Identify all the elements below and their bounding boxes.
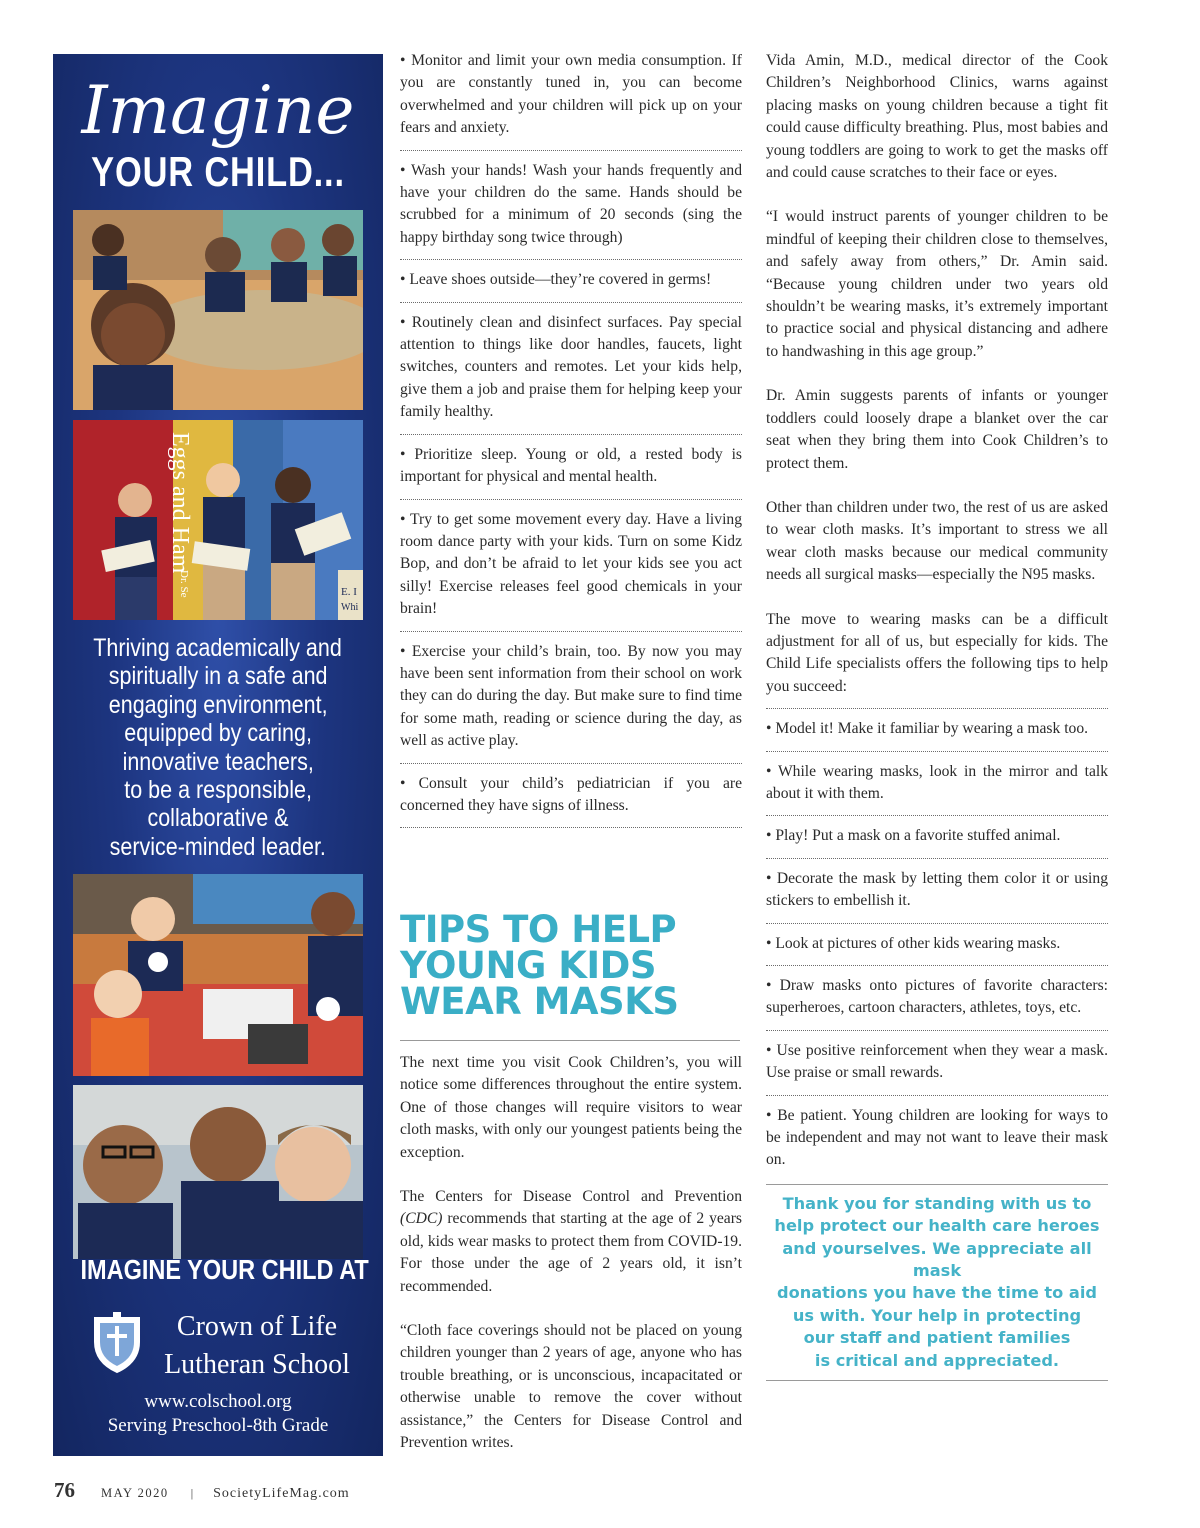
thanks-line: us with. Your help in protecting — [792, 1305, 1082, 1325]
dotted-divider — [400, 763, 742, 764]
ad-script-title: Imagine — [81, 72, 355, 149]
dotted-divider — [400, 827, 742, 828]
ad-body-text — [63, 634, 373, 861]
tip-item: • Try to get some movement every day. Have a living room dance party with your kids. Turn on some Kidz Bop, and don’t be afraid to let your kids see you act silly! Exercise releases feel good chemicals in your brain! — [400, 510, 742, 618]
school-name — [145, 1308, 369, 1384]
ad-photo-classroom — [73, 210, 363, 410]
ad-cta-text: IMAGINE YOUR CHILD AT — [80, 1254, 369, 1285]
ad-body-line: to be a responsible, — [124, 776, 312, 805]
tip-item: • Prioritize sleep. Young or old, a rested body is important for physical and mental health. — [400, 445, 742, 486]
issue-date: MAY 2020 — [101, 1486, 169, 1500]
ad-body-line: spiritually in a safe and — [108, 662, 328, 691]
page-footer — [54, 1478, 350, 1508]
tip-item: • Routinely clean and disinfect surfaces. Pay special attention to things like door handles, faucets, light switches, counters and remotes. Let your kids help, give them a job and praise them for helping keep your family healthy. — [400, 313, 742, 421]
mask-tip-item: • Look at pictures of other kids wearing masks. — [766, 934, 1061, 952]
ad-body-line: collaborative & — [147, 804, 289, 833]
thanks-line: our staff and patient families — [803, 1328, 1071, 1348]
dotted-divider — [400, 631, 742, 632]
cdc-text-before: The Centers for Disease Control and Prevention — [400, 1188, 742, 1206]
school-website[interactable]: www.colschool.org — [144, 1391, 292, 1412]
book-cover-text: E. I — [341, 586, 357, 598]
tip-item: • Leave shoes outside—they’re covered in germs! — [400, 271, 712, 289]
mask-tip-item: • Model it! Make it familiar by wearing a mask too. — [766, 720, 1089, 738]
masks-article-continued — [766, 50, 1108, 1381]
school-name-line2: Lutheran School — [164, 1349, 350, 1380]
dotted-divider — [766, 1030, 1108, 1031]
masks-article-start — [400, 1052, 742, 1455]
school-grades: Serving Preschool-8th Grade — [107, 1415, 329, 1436]
ad-photo-reading — [73, 420, 363, 620]
article-paragraph: Dr. Amin suggests parents of infants or younger toddlers could loosely drape a blanket over the car seat when they bring them into Cook Children’s to protect them. — [766, 387, 1108, 472]
school-crest-icon — [91, 1312, 143, 1374]
ad-call-to-action — [53, 1254, 383, 1286]
school-info — [53, 1390, 383, 1438]
ad-photo-students — [73, 1085, 363, 1259]
mask-tip-item: • Draw masks onto pictures of favorite characters: superheroes, cartoon characters, athletes, toys, etc. — [766, 977, 1108, 1017]
thank-you-callout — [766, 1185, 1108, 1380]
article-paragraph: The next time you visit Cook Children’s, you will notice some differences throughout the entire system. One of those changes will require visitors to wear cloth masks, with only our youngest patients being the exception. — [400, 1054, 742, 1161]
thanks-line: and yourselves. We appreciate all mask — [782, 1238, 1092, 1281]
book-cover-text-2: Whi — [341, 602, 359, 613]
dotted-divider — [400, 259, 742, 260]
dotted-divider — [766, 815, 1108, 816]
cdc-abbreviation: (CDC) — [400, 1210, 443, 1228]
dotted-divider — [400, 150, 742, 151]
dotted-divider — [766, 858, 1108, 859]
ad-body-line: engaging environment, — [108, 690, 328, 719]
dotted-divider — [766, 965, 1108, 966]
ad-body-line: equipped by caring, — [124, 719, 312, 748]
callout-rule-bottom — [766, 1380, 1108, 1381]
book-spine-title: Eggs and Ham — [167, 432, 193, 574]
school-name-line1: Crown of Life — [176, 1311, 338, 1342]
ad-headline: YOUR CHILD... — [91, 148, 345, 195]
school-advertisement — [53, 54, 383, 1456]
footer-separator: | — [190, 1486, 194, 1500]
thanks-line: is critical and appreciated. — [814, 1350, 1060, 1370]
mask-tip-item: • Use positive reinforcement when they wear a mask. Use praise or small rewards. — [766, 1041, 1108, 1082]
tip-item: • Exercise your child’s brain, too. By now you may have been sent information from their school on work they can do during the day. But make sure to find time for some math, reading or science during the day, as well as active play. — [400, 642, 742, 750]
ad-body-line: innovative teachers, — [122, 747, 314, 776]
article-paragraph — [400, 1186, 742, 1298]
dotted-divider — [400, 499, 742, 500]
magazine-website[interactable]: SocietyLifeMag.com — [213, 1486, 350, 1501]
article-paragraph: “I would instruct parents of younger children to be mindful of keeping their children close to themselves, and safely away from others,” Dr. Amin said. “Because young children under two years old shouldn’t be wearing masks, it’s extremely important to practice social and physical distancing and adhere to handwashing in this age group.” — [766, 208, 1108, 360]
ad-photo-science-lab — [73, 874, 363, 1076]
ad-body-line: service-minded leader. — [109, 832, 327, 861]
tip-item: • Consult your child’s pediatrician if you are concerned they have signs of illness. — [400, 774, 742, 814]
dotted-divider — [400, 302, 742, 303]
mask-tip-item: • Play! Put a mask on a favorite stuffed animal. — [766, 827, 1061, 845]
page-number: 76 — [54, 1478, 75, 1502]
section-title: TIPS TO HELP YOUNG KIDS WEAR MASKS — [400, 908, 679, 1023]
mask-tip-item: • Decorate the mask by letting them color it or using stickers to embellish it. — [766, 869, 1108, 910]
tip-item: • Monitor and limit your own media consumption. If you are constantly tuned in, you can become overwhelmed and your children will pick up on your fears and anxiety. — [400, 52, 742, 137]
book-spine-author: Dr. Se — [178, 570, 190, 598]
ad-body-line: Thriving academically and — [93, 634, 343, 662]
dotted-divider — [766, 751, 1108, 752]
article-paragraph: Other than children under two, the rest of us are asked to wear cloth masks. It’s important to stress we all wear cloth masks because our medical community needs all surgical masks—especially the N95 masks. — [766, 498, 1108, 584]
dotted-divider — [766, 708, 1108, 709]
safety-tips-column — [400, 50, 742, 837]
dotted-divider — [766, 1095, 1108, 1096]
mask-tip-item: • While wearing masks, look in the mirror and talk about it with them. — [766, 762, 1108, 802]
article-paragraph: The move to wearing masks can be a difficult adjustment for all of us, but especially for kids. The Child Life specialists offers the following tips to help you succeed: — [766, 610, 1108, 695]
thanks-line: Thank you for standing with us to — [782, 1193, 1092, 1213]
mask-tip-item: • Be patient. Young children are looking for ways to be independent and may not want to leave their mask on. — [766, 1106, 1108, 1169]
dotted-divider — [766, 923, 1108, 924]
thanks-line: help protect our health care heroes — [774, 1216, 1100, 1236]
article-paragraph: Vida Amin, M.D., medical director of the Cook Children’s Neighborhood Clinics, warns against placing masks on young children because a tight fit could cause difficulty breathing. Plus, most babies and young toddlers are going to work to get the masks off and could cause scratches to their face or eyes. — [766, 52, 1108, 182]
tip-item: • Wash your hands! Wash your hands frequently and have your children do the same. Hands should be scrubbed for a minimum of 20 seconds (sing the happy birthday song twice through) — [400, 161, 742, 246]
title-rule — [400, 1040, 740, 1041]
article-paragraph: “Cloth face coverings should not be placed on young children younger than 2 years of age, anyone who has trouble breathing, or is unconscious, incapacitated or otherwise unable to remove the cover without assistance,” the Centers for Disease Control and Prevention writes. — [400, 1322, 742, 1452]
cdc-text-after: recommends that starting at the age of 2 years old, kids wear masks to protect them from COVID-19. For those under the age of 2 years old, it isn’t recommended. — [400, 1210, 742, 1295]
thanks-line: donations you have the time to aid — [776, 1283, 1097, 1303]
dotted-divider — [400, 434, 742, 435]
